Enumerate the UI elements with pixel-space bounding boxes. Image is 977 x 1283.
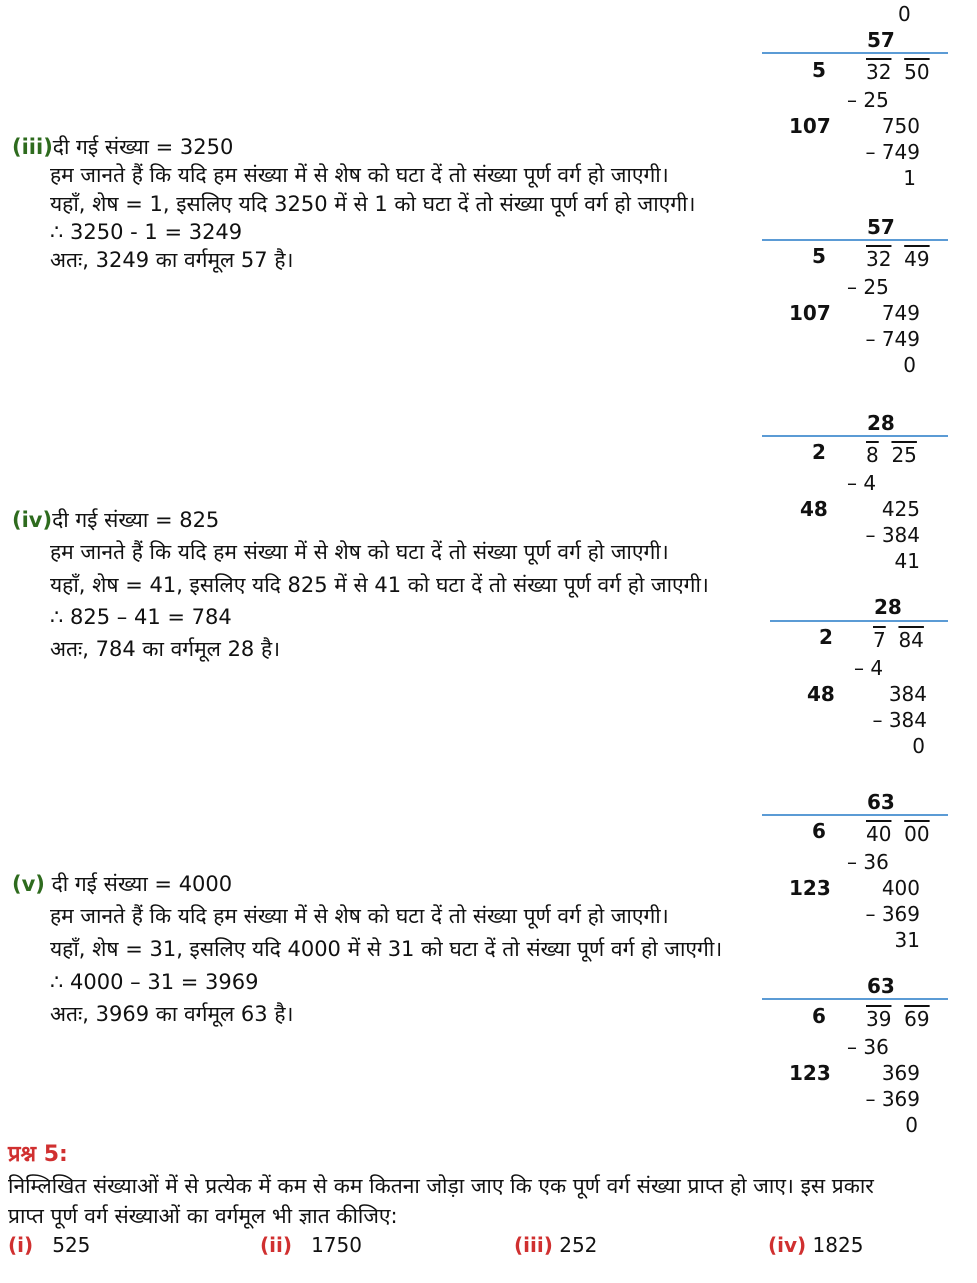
subtract-1: – 36 bbox=[847, 850, 889, 874]
subtract-2: – 384 bbox=[872, 708, 927, 732]
remainder-1: 369 bbox=[881, 1061, 920, 1085]
subtract-2: – 384 bbox=[865, 523, 920, 547]
part-iv-given-line bbox=[12, 507, 219, 533]
part-iii-given-line bbox=[12, 134, 233, 160]
part-iii-line3: ∴ 3250 - 1 = 3249 bbox=[50, 220, 243, 244]
quotient: 57 bbox=[867, 215, 895, 239]
quotient: 63 bbox=[867, 790, 895, 814]
part-v-line1: हम जानते हैं कि यदि हम संख्या में से शेष को घटा दें तो संख्या पूर्ण वर्ग हो जाएगी। bbox=[50, 904, 669, 928]
remainder-1: 384 bbox=[888, 682, 927, 706]
divisor-2: 48 bbox=[807, 682, 835, 706]
part-iv-given: दी गई संख्या = 825 bbox=[52, 508, 220, 532]
part-iii-line2: यहाँ, शेष = 1, इसलिए यदि 3250 में से 1 को घटा दें तो संख्या पूर्ण वर्ग हो जाएगी। bbox=[50, 192, 696, 216]
remainder-2: 0 bbox=[912, 734, 925, 758]
remainder-2: 0 bbox=[903, 353, 916, 377]
divisor: 6 bbox=[812, 1004, 826, 1028]
part-v-line2: यहाँ, शेष = 31, इसलिए यदि 4000 में से 31 को घटा दें तो संख्या पूर्ण वर्ग हो जाएगी। bbox=[50, 937, 723, 961]
quotient: 57 bbox=[867, 28, 895, 52]
part-v-line4: अतः, 3969 का वर्गमूल 63 है। bbox=[50, 1002, 294, 1026]
digit-pair: 7 84 bbox=[873, 628, 924, 652]
subtract-2: – 369 bbox=[865, 1087, 920, 1111]
remainder-2: 31 bbox=[894, 928, 920, 952]
part-v-given-line bbox=[12, 871, 232, 897]
top-remainder: 0 bbox=[898, 2, 911, 26]
digit-pair: 39 69 bbox=[866, 1007, 930, 1031]
divisor-2: 107 bbox=[789, 301, 831, 325]
part-iv-line3: ∴ 825 – 41 = 784 bbox=[50, 605, 232, 629]
divisor-2: 48 bbox=[800, 497, 828, 521]
quotient: 28 bbox=[867, 411, 895, 435]
remainder-2: 41 bbox=[894, 549, 920, 573]
quotient: 28 bbox=[874, 595, 902, 619]
division-line bbox=[762, 814, 948, 816]
digit-pair: 32 50 bbox=[866, 60, 930, 84]
division-line bbox=[762, 435, 948, 437]
part-iv-label: (iv) bbox=[12, 508, 53, 532]
division-line bbox=[770, 620, 948, 622]
subtract-1: – 4 bbox=[854, 656, 884, 680]
part-iv-line2: यहाँ, शेष = 41, इसलिए यदि 825 में से 41 को घटा दें तो संख्या पूर्ण वर्ग हो जाएगी। bbox=[50, 573, 709, 597]
subtract-2: – 749 bbox=[865, 140, 920, 164]
question-5-text-1: निम्लिखित संख्याओं में से प्रत्येक में कम से कम कितना जोड़ा जाए कि एक पूर्ण वर्ग संख्या प्राप्त हो जाए। इस प्रकार bbox=[8, 1174, 874, 1198]
part-v-label: (v) bbox=[12, 872, 45, 896]
divisor-2: 123 bbox=[789, 1061, 831, 1085]
digit-pair: 8 25 bbox=[866, 443, 917, 467]
subtract-1: – 25 bbox=[847, 275, 889, 299]
digit-pair: 32 49 bbox=[866, 247, 930, 271]
divisor: 5 bbox=[812, 244, 826, 268]
divisor: 5 bbox=[812, 58, 826, 82]
remainder-1: 400 bbox=[881, 876, 920, 900]
divisor-2: 123 bbox=[789, 876, 831, 900]
part-iv-line1: हम जानते हैं कि यदि हम संख्या में से शेष को घटा दें तो संख्या पूर्ण वर्ग हो जाएगी। bbox=[50, 540, 669, 564]
remainder-1: 749 bbox=[881, 301, 920, 325]
division-line bbox=[762, 998, 948, 1000]
option-iii: (iii) 252 bbox=[514, 1233, 598, 1257]
subtract-2: – 749 bbox=[865, 327, 920, 351]
remainder-2: 1 bbox=[903, 166, 916, 190]
subtract-2: – 369 bbox=[865, 902, 920, 926]
remainder-1: 425 bbox=[881, 497, 920, 521]
divisor: 2 bbox=[812, 440, 826, 464]
divisor: 6 bbox=[812, 819, 826, 843]
option-i: (i) 525 bbox=[8, 1233, 91, 1257]
part-iii-label: (iii) bbox=[12, 135, 53, 159]
part-iii-line1: हम जानते हैं कि यदि हम संख्या में से शेष को घटा दें तो संख्या पूर्ण वर्ग हो जाएगी। bbox=[50, 163, 669, 187]
part-iii-line4: अतः, 3249 का वर्गमूल 57 है। bbox=[50, 248, 294, 272]
remainder-2: 0 bbox=[905, 1113, 918, 1137]
digit-pair: 40 00 bbox=[866, 822, 930, 846]
subtract-1: – 4 bbox=[847, 471, 877, 495]
part-iii-given: दी गई संख्या = 3250 bbox=[52, 135, 234, 159]
part-v-given: दी गई संख्या = 4000 bbox=[51, 872, 233, 896]
option-iv: (iv) 1825 bbox=[768, 1233, 864, 1257]
subtract-1: – 36 bbox=[847, 1035, 889, 1059]
divisor: 2 bbox=[819, 625, 833, 649]
question-5-text-2: प्राप्त पूर्ण वर्ग संख्याओं का वर्गमूल भी ज्ञात कीजिए: bbox=[8, 1204, 398, 1228]
part-iv-line4: अतः, 784 का वर्गमूल 28 है। bbox=[50, 637, 281, 661]
option-ii: (ii) 1750 bbox=[260, 1233, 362, 1257]
remainder-1: 750 bbox=[881, 114, 920, 138]
part-v-line3: ∴ 4000 – 31 = 3969 bbox=[50, 970, 259, 994]
question-5-heading: प्रश्न 5: bbox=[8, 1142, 68, 1167]
divisor-2: 107 bbox=[789, 114, 831, 138]
division-line bbox=[762, 52, 948, 54]
division-line bbox=[762, 239, 948, 241]
quotient: 63 bbox=[867, 974, 895, 998]
subtract-1: – 25 bbox=[847, 88, 889, 112]
